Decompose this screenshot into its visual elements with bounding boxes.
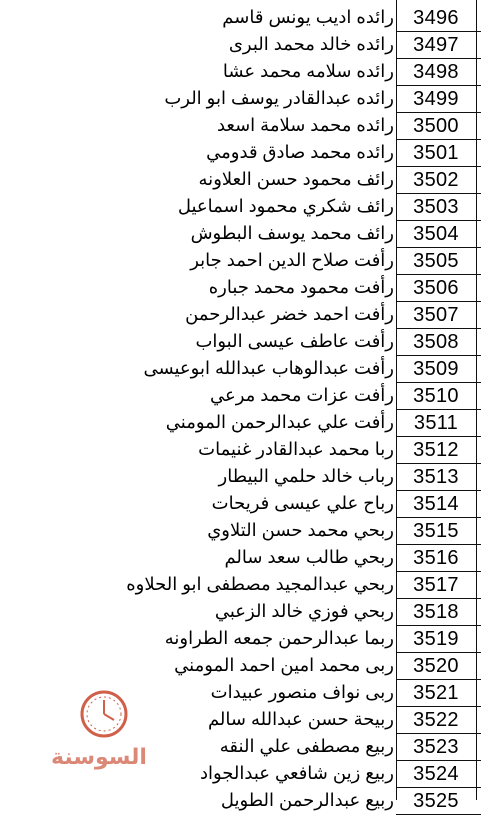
row-number: 3496 [413,7,459,29]
table-row [0,274,481,301]
row-number: 3500 [413,115,459,137]
person-name: ربيحة حسن عبدالله سالم [207,709,394,729]
person-name: رائف محمود حسن العلاونه [198,169,394,189]
person-name: رائف محمد يوسف البطوش [190,223,394,243]
row-number: 3497 [413,34,459,56]
person-name: رباب خالد حلمي البيطار [218,466,394,486]
table-row [0,625,481,652]
table-row [0,517,481,544]
table-row [0,571,481,598]
row-number: 3519 [413,628,459,650]
person-name: رائف شكري محمود اسماعيل [177,196,394,216]
row-number: 3508 [413,331,459,353]
table-row [0,139,481,166]
row-number: 3502 [413,169,459,191]
person-name: ربحي عبدالمجيد مصطفى ابو الحلاوه [126,574,394,594]
person-name: رأفت محمود محمد جباره [208,277,394,297]
row-number: 3504 [413,223,459,245]
person-name: رائده سلامه محمد عشا [222,61,394,81]
person-name: ربحي فوزي خالد الزعبي [214,601,394,621]
row-number: 3505 [413,250,459,272]
row-number: 3513 [413,466,459,488]
table-row [0,490,481,517]
table-row [0,787,481,814]
row-number: 3512 [413,439,459,461]
person-name: رأفت عاطف عيسى البواب [195,331,394,351]
row-number: 3501 [413,142,459,164]
person-name: ربا محمد عبدالقادر غنيمات [198,439,394,459]
person-name: رأفت عزات محمد مرعي [209,385,394,405]
table-row [0,4,481,31]
table-row [0,112,481,139]
person-name: ربحي طالب سعد سالم [224,547,394,567]
person-name: رأفت علي عبدالرحمن المومني [165,412,394,432]
person-name: ربى نواف منصور عبيدات [210,682,394,702]
person-name: رائده عبدالقادر يوسف ابو الرب [164,88,394,108]
row-number: 3506 [413,277,459,299]
row-number: 3510 [413,385,459,407]
row-number: 3524 [413,763,459,785]
row-number: 3518 [413,601,459,623]
table-row [0,544,481,571]
row-number: 3507 [413,304,459,326]
clock-logo-icon [44,680,154,780]
row-number: 3511 [413,412,459,434]
row-number: 3522 [413,709,459,731]
person-name: رأفت عبدالوهاب عبدالله ابوعيسى [143,358,394,378]
row-number: 3503 [413,196,459,218]
person-name: ربى محمد امين احمد المومني [174,655,394,675]
table-row [0,193,481,220]
row-number: 3516 [413,547,459,569]
table-row [0,463,481,490]
row-number: 3520 [413,655,459,677]
person-name: رائده خالد محمد البرى [228,34,394,54]
watermark-text: السوسنة [51,745,147,770]
person-name: ربما عبدالرحمن جمعه الطراونه [164,628,394,648]
person-name: رأفت صلاح الدين احمد جابر [190,250,394,270]
row-number: 3514 [413,493,459,515]
table-row [0,409,481,436]
table-row [0,301,481,328]
row-number: 3521 [413,682,459,704]
table-row [0,436,481,463]
table-row [0,328,481,355]
person-name: ربيع زين شافعي عبدالجواد [199,763,394,783]
row-number: 3523 [413,736,459,758]
person-name: رائده محمد سلامة اسعد [216,115,394,135]
table-row [0,31,481,58]
person-name: رائده محمد صادق قدومي [206,142,394,162]
table-row [0,247,481,274]
person-name: رباح علي عيسى فريحات [211,493,394,513]
table-row [0,220,481,247]
row-number: 3498 [413,61,459,83]
table-row [0,166,481,193]
row-number: 3499 [413,88,459,110]
person-name: رائده اديب يونس قاسم [222,7,394,27]
person-name: ربيع عبدالرحمن الطويل [220,790,394,810]
table-row [0,598,481,625]
person-name: ربيع مصطفى علي النقه [219,736,394,756]
table-row [0,58,481,85]
row-number: 3525 [413,790,459,812]
table-row [0,85,481,112]
table-row [0,652,481,679]
table-row [0,355,481,382]
person-name: رأفت احمد خضر عبدالرحمن [185,304,394,324]
table-row [0,382,481,409]
row-number: 3515 [413,520,459,542]
row-number: 3509 [413,358,459,380]
person-name: ربحي محمد حسن التلاوي [207,520,394,540]
row-number: 3517 [413,574,459,596]
